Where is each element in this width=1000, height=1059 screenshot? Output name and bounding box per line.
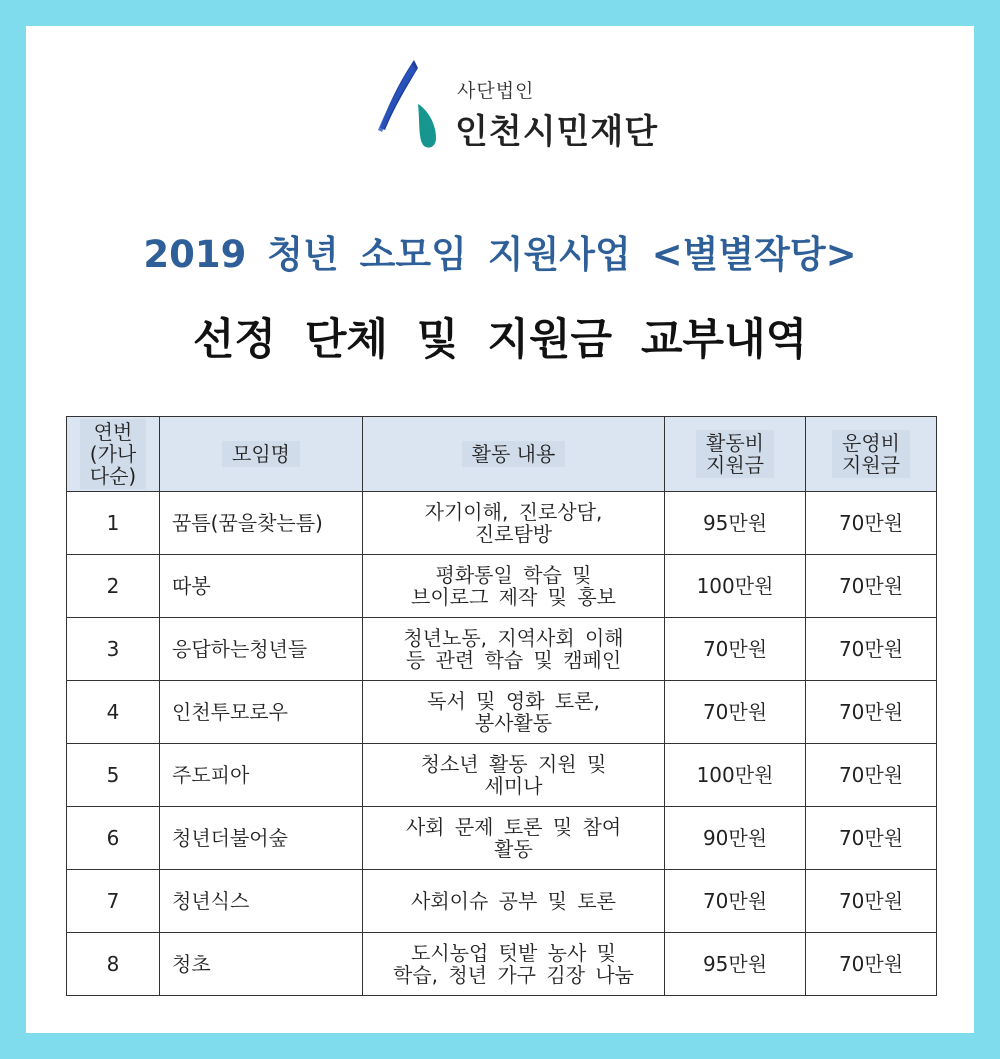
- activity-fund: 90만원: [665, 807, 806, 870]
- group-name: 꿈틈(꿈을찾는틈): [160, 492, 363, 555]
- group-name: 청년더불어숲: [160, 807, 363, 870]
- operating-fund: 70만원: [806, 492, 937, 555]
- operating-fund: 70만원: [806, 555, 937, 618]
- table-row: [67, 744, 937, 807]
- activity-content: 청소년 활동 지원 및 세미나: [363, 744, 665, 807]
- header-activity-fund: 활동비 지원금: [665, 417, 806, 492]
- header-number: 연번 (가나 다순): [67, 417, 160, 492]
- operating-fund: 70만원: [806, 681, 937, 744]
- operating-fund: 70만원: [806, 870, 937, 933]
- page-subtitle: 선정 단체 및 지원금 교부내역: [192, 315, 808, 365]
- grant-table: [66, 416, 937, 996]
- row-number: 6: [67, 807, 160, 870]
- activity-content: 청년노동, 지역사회 이해 등 관련 학습 및 캠페인: [363, 618, 665, 681]
- operating-fund: 70만원: [806, 807, 937, 870]
- header-group-name: 모임명: [160, 417, 363, 492]
- row-number: 7: [67, 870, 160, 933]
- row-number: 1: [67, 492, 160, 555]
- table-row: [67, 492, 937, 555]
- group-name: 청초: [160, 933, 363, 996]
- logo-subtitle: 사단법인: [457, 80, 535, 102]
- activity-content: 도시농업 텃밭 농사 및 학습, 청년 가구 김장 나눔: [363, 933, 665, 996]
- row-number: 5: [67, 744, 160, 807]
- row-number: 8: [67, 933, 160, 996]
- group-name: 주도피아: [160, 744, 363, 807]
- activity-fund: 100만원: [665, 555, 806, 618]
- group-name: 인천투모로우: [160, 681, 363, 744]
- table-header-row: [67, 417, 937, 492]
- row-number: 2: [67, 555, 160, 618]
- group-name: 응답하는청년들: [160, 618, 363, 681]
- activity-fund: 70만원: [665, 681, 806, 744]
- activity-content: 자기이해, 진로상담, 진로탐방: [363, 492, 665, 555]
- activity-content: 사회 문제 토론 및 참여 활동: [363, 807, 665, 870]
- operating-fund: 70만원: [806, 618, 937, 681]
- table-row: [67, 555, 937, 618]
- foundation-emblem-icon: [372, 58, 452, 158]
- activity-fund: 95만원: [665, 933, 806, 996]
- group-name: 청년식스: [160, 870, 363, 933]
- table-row: [67, 618, 937, 681]
- activity-fund: 70만원: [665, 870, 806, 933]
- row-number: 3: [67, 618, 160, 681]
- group-name: 따봉: [160, 555, 363, 618]
- table-row: [67, 933, 937, 996]
- row-number: 4: [67, 681, 160, 744]
- table-row: [67, 870, 937, 933]
- header-operating-fund: 운영비 지원금: [806, 417, 937, 492]
- logo-name: 인천시민재단: [455, 112, 659, 152]
- table-row: [67, 807, 937, 870]
- activity-fund: 100만원: [665, 744, 806, 807]
- table-row: [67, 681, 937, 744]
- foundation-logo: [372, 58, 672, 158]
- activity-content: 독서 및 영화 토론, 봉사활동: [363, 681, 665, 744]
- header-activity: 활동 내용: [363, 417, 665, 492]
- operating-fund: 70만원: [806, 744, 937, 807]
- activity-fund: 95만원: [665, 492, 806, 555]
- activity-content: 평화통일 학습 및 브이로그 제작 및 홍보: [363, 555, 665, 618]
- activity-fund: 70만원: [665, 618, 806, 681]
- page-title: 2019 청년 소모임 지원사업 <별별작당>: [143, 233, 857, 276]
- operating-fund: 70만원: [806, 933, 937, 996]
- activity-content: 사회이슈 공부 및 토론: [363, 870, 665, 933]
